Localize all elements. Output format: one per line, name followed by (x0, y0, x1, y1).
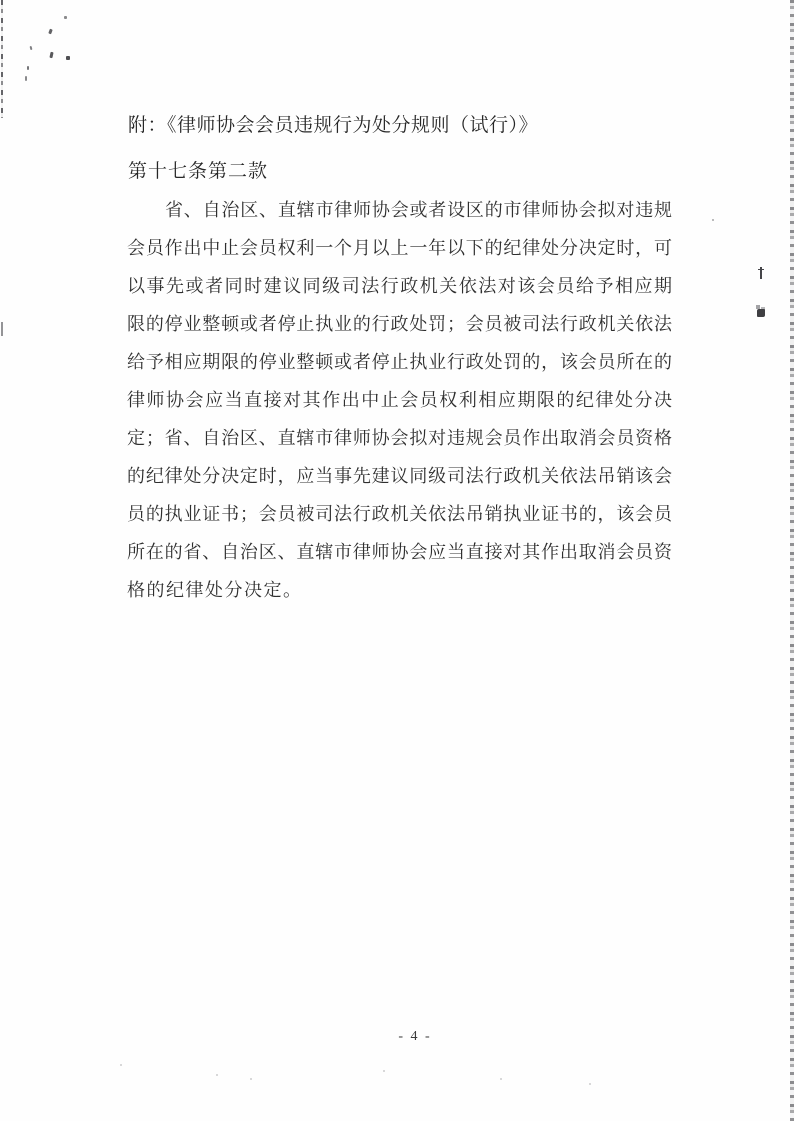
paragraph-line: 省、自治区、直辖市律师协会或者设区的市律师协会拟对违规 (165, 200, 672, 220)
scan-speck (25, 76, 27, 81)
scan-ink-mark (758, 267, 764, 279)
scan-artifact-right-edge (790, 0, 794, 1121)
paragraph-line: 律师协会应当直接对其作出中止会员权利相应期限的纪律处分决 (127, 390, 672, 410)
paragraph-line: 给予相应期限的停业整顿或者停止执业行政处罚的，该会员所在的 (127, 352, 672, 372)
paragraph-line: 会员作出中止会员权利一个月以上一年以下的纪律处分决定时，可 (127, 238, 672, 258)
paragraph-line: 的纪律处分决定时，应当事先建议同级司法行政机关依法吊销该会 (127, 466, 672, 486)
scan-speck (383, 1070, 385, 1072)
scan-speck (66, 56, 70, 60)
scan-speck (27, 66, 29, 70)
scan-speck (120, 1064, 122, 1066)
scan-speck (250, 1078, 252, 1080)
paragraph-line: 格的纪律处分决定。 (127, 580, 303, 600)
page-number: - 4 - (398, 1029, 432, 1044)
scan-ink-mark (757, 309, 765, 317)
paragraph-line: 限的停业整顿或者停止执业的行政处罚；会员被司法行政机关依法 (127, 314, 672, 334)
scan-artifact-left-edge (1, 0, 3, 118)
paragraph-line: 定；省、自治区、直辖市律师协会拟对违规会员作出取消会员资格 (127, 428, 672, 448)
scan-speck (500, 1078, 502, 1080)
attachment-title: 附：《律师协会会员违规行为处分规则（试行）》 (128, 115, 539, 136)
scan-speck (49, 52, 53, 58)
scan-speck (712, 219, 714, 221)
scan-speck (64, 16, 67, 19)
scan-artifact-left-edge-segment (1, 322, 3, 336)
paragraph-line: 员的执业证书；会员被司法行政机关依法吊销执业证书的，该会员 (127, 504, 672, 524)
body-paragraph (127, 191, 672, 609)
section-heading: 第十七条第二款 (128, 161, 269, 182)
paragraph-line: 所在的省、自治区、直辖市律师协会应当直接对其作出取消会员资 (127, 542, 672, 562)
scan-speck (589, 1083, 591, 1085)
scan-speck (48, 29, 53, 35)
scan-speck (30, 46, 33, 50)
scan-speck (216, 1074, 218, 1076)
paragraph-line: 以事先或者同时建议同级司法行政机关依法对该会员给予相应期 (127, 276, 672, 296)
